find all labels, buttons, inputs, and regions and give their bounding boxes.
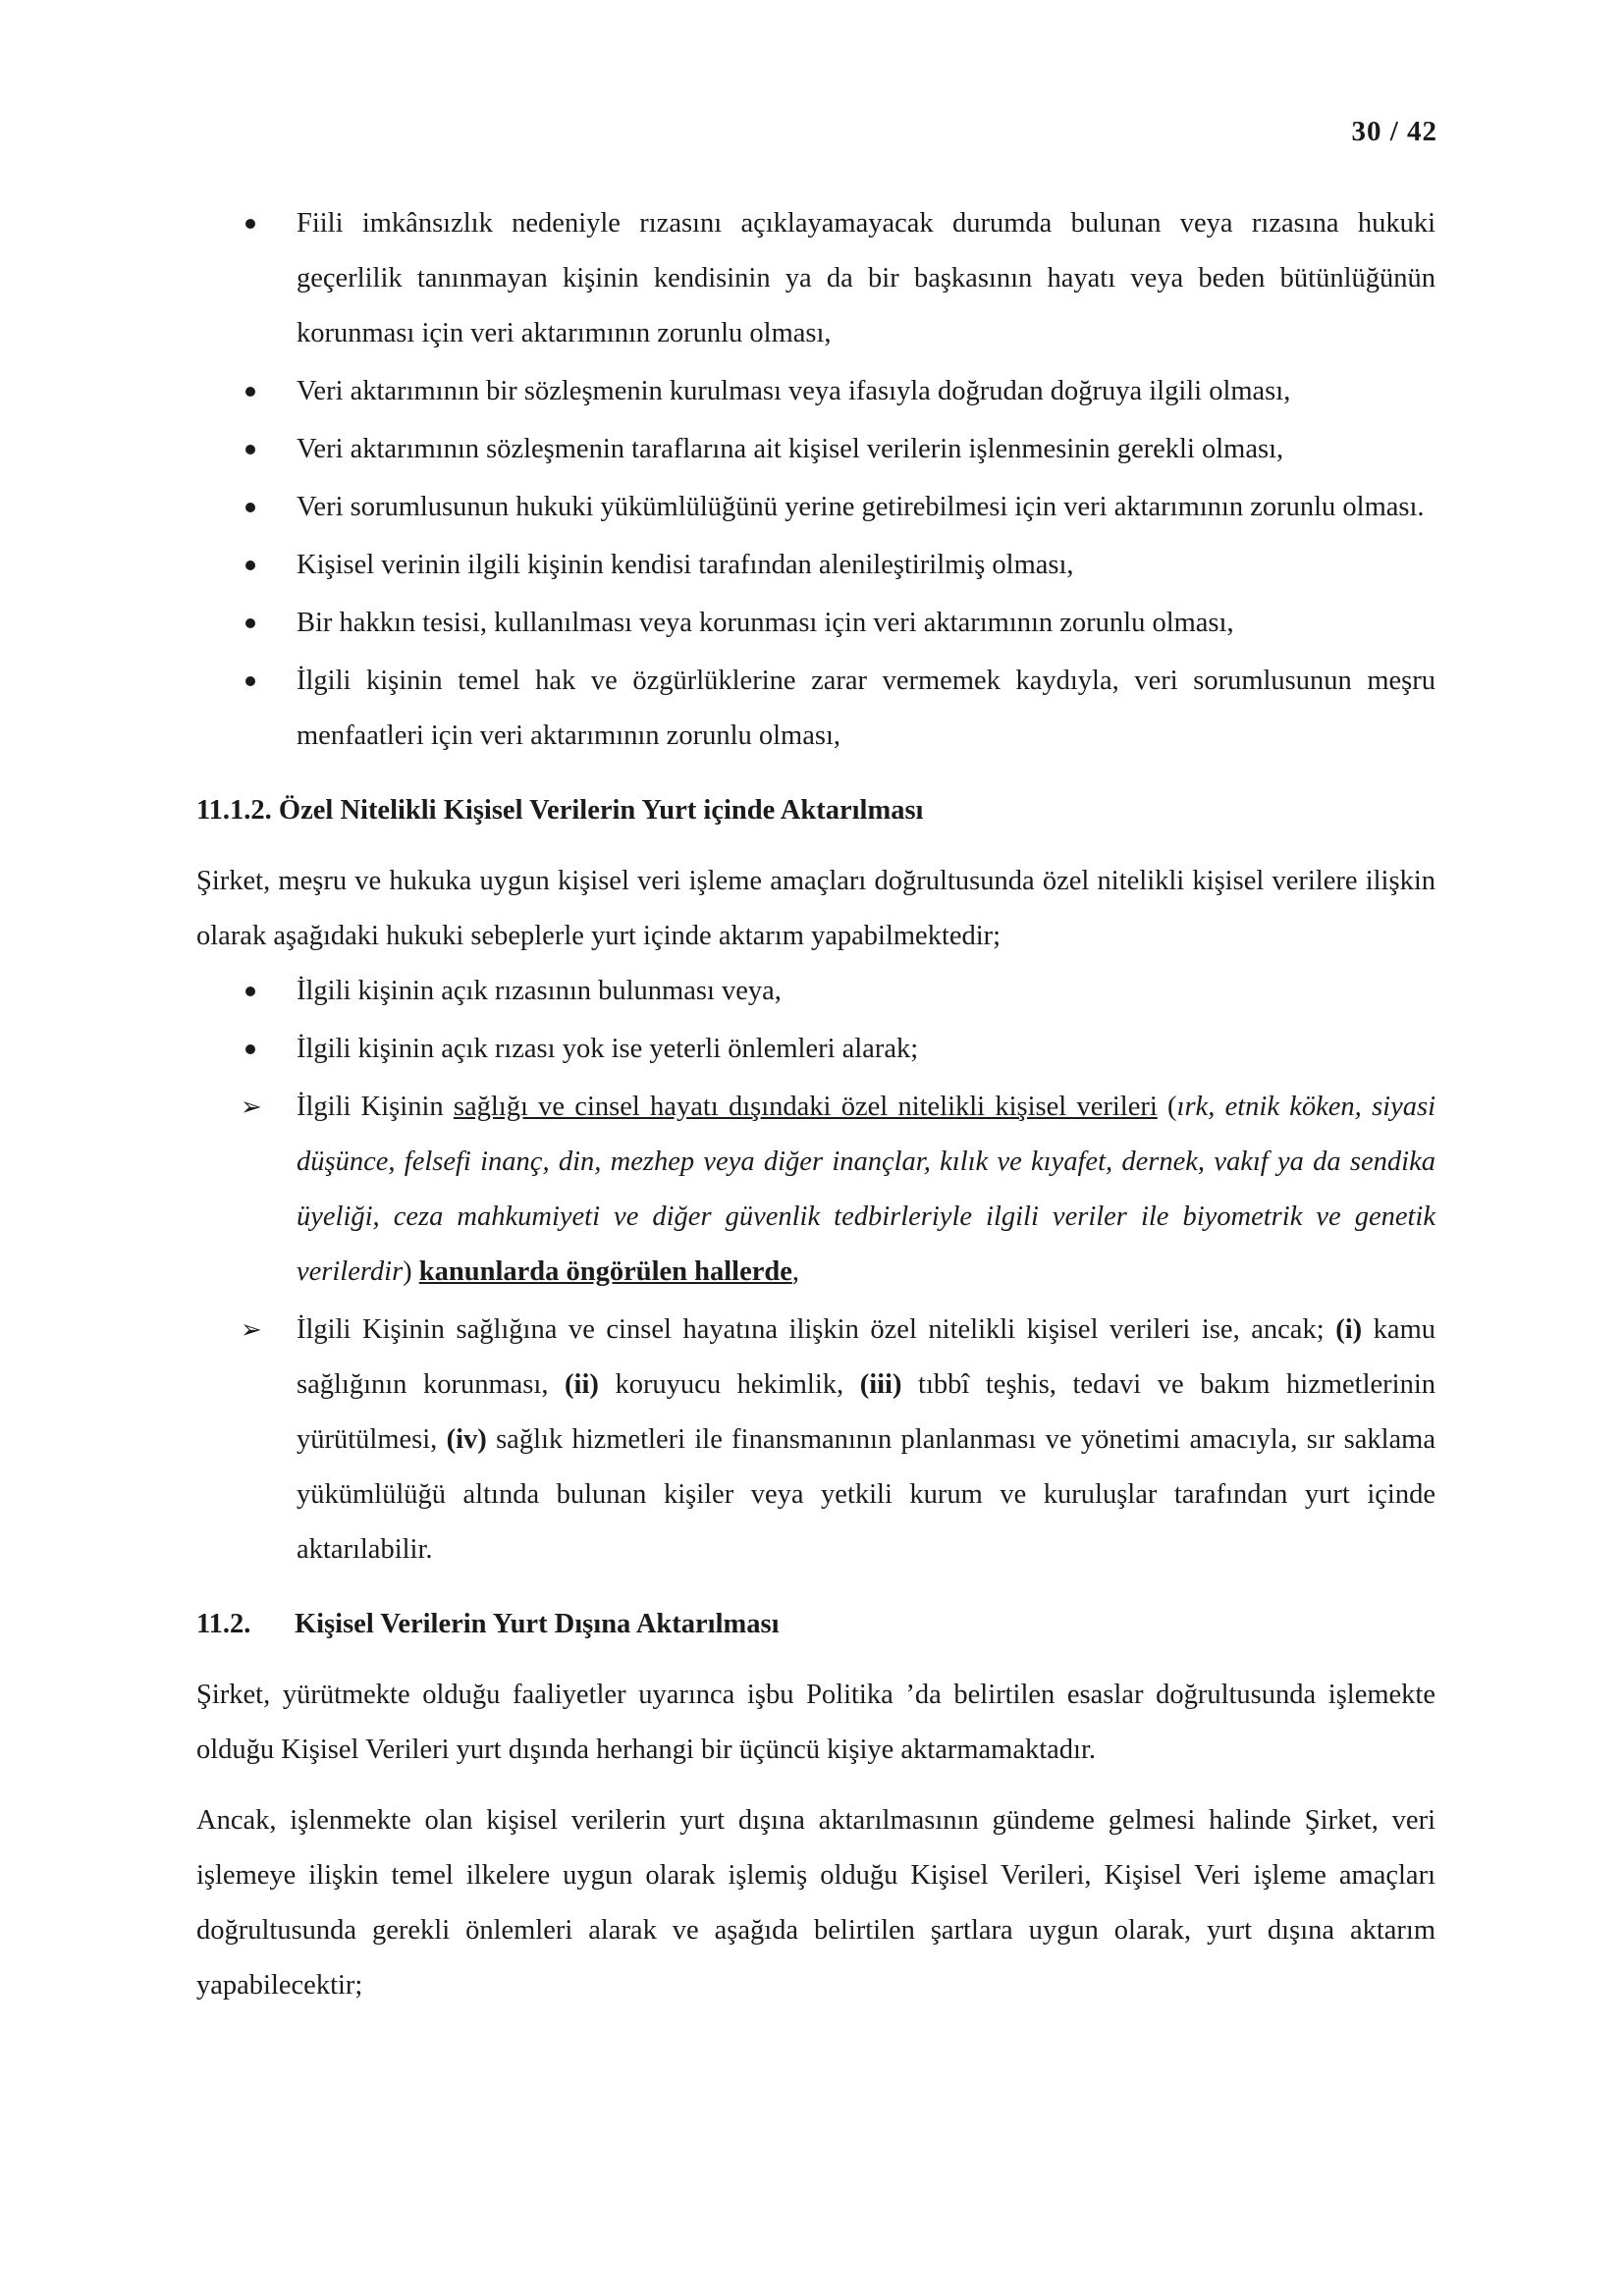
text-run: ,: [791, 1256, 799, 1287]
section-title: Kişisel Verilerin Yurt Dışına Aktarılması: [295, 1609, 780, 1639]
text-run: kamu sağlığının korunması,: [297, 1314, 1435, 1400]
text-run: sağlık hizmetleri ile finansmanının planlanması ve yönetimi amacıyla, sır saklama yükümlülüğü altında bulunan kişiler veya yetkili kurum ve kuruluşlar tarafından yurt içinde aktarılabilir.: [297, 1424, 1435, 1565]
list-item-text: Veri aktarımının sözleşmenin taraflarına ait kişisel verilerin işlenmesinin gerekli olması,: [297, 434, 1284, 464]
bold-text: (iv): [446, 1424, 487, 1455]
list-item-text: Veri sorumlusunun hukuki yükümlülüğünü yerine getirebilmesi için veri aktarımının zorunlu olması.: [297, 492, 1425, 522]
document-body: [196, 196, 1435, 2013]
bold-text: (i): [1335, 1314, 1363, 1345]
list-item: [196, 1022, 1435, 1077]
text-run: ): [403, 1256, 419, 1287]
arrow-bullet-icon: ➢: [241, 1093, 262, 1122]
text-run: İlgili Kişinin: [297, 1092, 454, 1122]
list-item: [196, 596, 1435, 651]
italic-text: ırk, etnik köken, siyasi düşünce, felsefi inanç, din, mezhep veya diğer inançlar, kılık ve kıyafet, dernek, vakıf ya da sendika üyeliği, ceza mahkumiyeti ve diğer güvenlik tedbirleriyle ilgili veriler ile biyometrik ve genetik verilerdir: [297, 1092, 1435, 1287]
list-item-text: Veri aktarımının bir sözleşmenin kurulması veya ifasıyla doğrudan doğruya ilgili olması,: [297, 376, 1291, 406]
section-intro-paragraph: Şirket, meşru ve hukuka uygun kişisel veri işleme amaçları doğrultusunda özel nitelikli kişisel verilere ilişkin olarak aşağıdaki hukuki sebeplerle yurt içinde aktarım yapabilmektedir;: [196, 866, 1435, 951]
text-run: İlgili Kişinin sağlığına ve cinsel hayatına ilişkin özel nitelikli kişisel verileri ise, ancak;: [297, 1314, 1336, 1345]
underlined-text: sağlığı ve cinsel hayatı dışındaki özel nitelikli kişisel verileri: [453, 1092, 1158, 1122]
paragraph: Ancak, işlenmekte olan kişisel verilerin yurt dışına aktarılmasının gündeme gelmesi halinde Şirket, veri işlemeye ilişkin temel ilkelere uygun olarak işlemiş olduğu Kişisel Verileri, Kişisel Veri işleme amaçları doğrultusunda gerekli önlemleri alarak ve aşağıda belirtilen şartlara uygun olarak, yurt dışına aktarım yapabilecektir;: [196, 1805, 1435, 2001]
bold-underlined-text: kanunlarda öngörülen hallerde: [418, 1256, 792, 1287]
bold-text: (iii): [859, 1369, 902, 1400]
list-item: [196, 964, 1435, 1019]
legal-grounds-list: [196, 196, 1435, 764]
list-item: [196, 1080, 1435, 1300]
section-number: 11.2.: [196, 1609, 251, 1639]
list-item: [196, 538, 1435, 593]
list-item: [196, 1303, 1435, 1577]
list-item-text: [297, 1314, 1435, 1565]
special-data-list: [196, 964, 1435, 1577]
list-item-text: Fiili imkânsızlık nedeniyle rızasını açıklayamayacak durumda bulunan veya rızasına hukuki geçerlilik tanınmayan kişinin kendisinin ya da bir başkasının hayatı veya beden bütünlüğünün korunması için veri aktarımının zorunlu olması,: [297, 208, 1435, 348]
list-item: [196, 422, 1435, 477]
page-number: 30 / 42: [1351, 116, 1437, 147]
text-run: koruyucu hekimlik,: [598, 1369, 860, 1400]
list-item-text: İlgili kişinin temel hak ve özgürlüklerine zarar vermemek kaydıyla, veri sorumlusunun meşru menfaatleri için veri aktarımının zorunlu olması,: [297, 666, 1435, 751]
bold-text: (ii): [565, 1369, 599, 1400]
section-heading-11-2: [196, 1597, 1435, 1652]
list-item-text: Bir hakkın tesisi, kullanılması veya korunması için veri aktarımının zorunlu olması,: [297, 608, 1234, 638]
text-run: (: [1157, 1092, 1177, 1122]
paragraph: Şirket, yürütmekte olduğu faaliyetler uyarınca işbu Politika ’da belirtilen esaslar doğrultusunda işlemekte olduğu Kişisel Verileri yurt dışında herhangi bir üçüncü kişiye aktarmamaktadır.: [196, 1680, 1435, 1765]
text-run: tıbbî teşhis, tedavi ve bakım hizmetlerinin yürütülmesi,: [297, 1369, 1435, 1455]
list-item-text: Kişisel verinin ilgili kişinin kendisi tarafından alenileştirilmiş olması,: [297, 550, 1074, 580]
section-heading-11-1-2: 11.1.2. Özel Nitelikli Kişisel Verilerin Yurt içinde Aktarılması: [196, 795, 924, 826]
list-item-text: İlgili kişinin açık rızası yok ise yeterli önlemleri alarak;: [297, 1034, 919, 1064]
list-item: [196, 196, 1435, 361]
arrow-bullet-icon: ➢: [241, 1315, 262, 1345]
list-item-text: İlgili kişinin açık rızasının bulunması veya,: [297, 976, 782, 1006]
list-item: [196, 364, 1435, 419]
list-item: [196, 480, 1435, 535]
list-item: [196, 654, 1435, 764]
list-item-text: [297, 1092, 1435, 1287]
